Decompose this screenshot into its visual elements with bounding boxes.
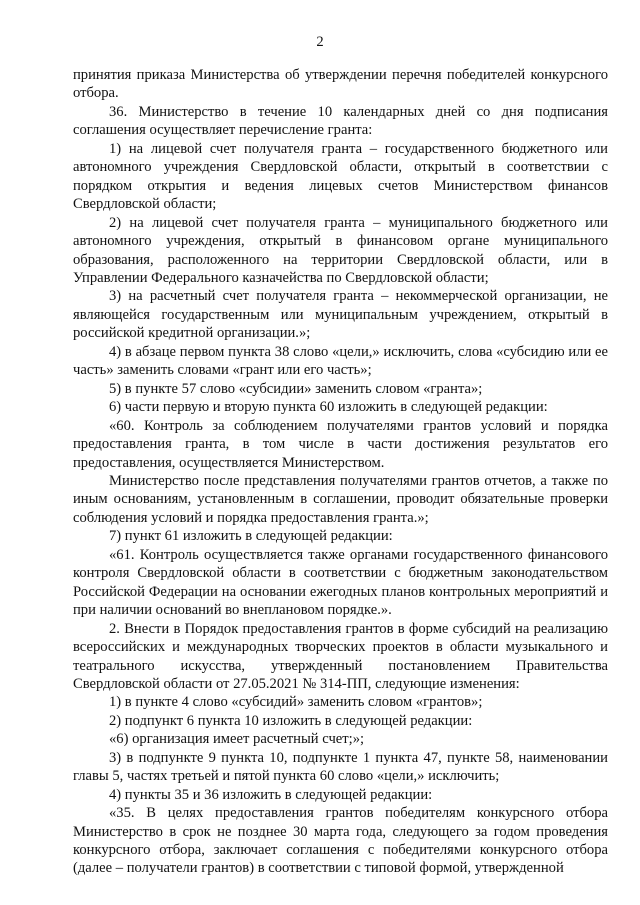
paragraph-change-2: 2) подпункт 6 пункта 10 изложить в следующей редакции: <box>109 712 473 729</box>
paragraph-section-2: 2. Внести в Порядок предоставления грантов в форме субсидий на реализацию всероссийских и международных творческих проектов в области музыкального и театрального искусства, утвержденный постановлением Правительства Свердловской области от 27.05.2021 № 314-ПП, следующие изменения: <box>73 620 608 692</box>
page-number: 2 <box>316 34 324 50</box>
paragraph-amendment-6: 6) части первую и вторую пункта 60 изложить в следующей редакции: <box>109 399 548 416</box>
paragraph-change-4: 4) пункты 35 и 36 изложить в следующей редакции: <box>109 786 433 803</box>
paragraph-subitem-2: 2) на лицевой счет получателя гранта – муниципального бюджетного или автономного учреждения, открытый в финансовом органе муниципального образования, расположенного на территории Свердловской области, или в Управлении Федерального казначейства по Свердловской области; <box>73 214 608 286</box>
paragraph-change-1: 1) в пункте 4 слово «субсидий» заменить словом «грантов»; <box>109 694 483 711</box>
paragraph-item-60-part-2: Министерство после представления получателями грантов отчетов, а также по иным основаниям, установленным в соглашении, проводит обязательные проверки соблюдения условий и порядка предоставления гранта.»; <box>73 472 608 526</box>
paragraph-amendment-5: 5) в пункте 57 слово «субсидии» заменить словом «гранта»; <box>109 380 483 397</box>
paragraph-change-3: 3) в подпункте 9 пункта 10, подпункте 1 пункта 47, пункте 58, наименовании главы 5, частях третьей и пятой пункта 60 слово «цели,» исключить; <box>73 749 608 785</box>
paragraph-subitem-1: 1) на лицевой счет получателя гранта – государственного бюджетного или автономного учреждения Свердловской области, открытый в соответствии с порядком открытия и ведения лицевых счетов Министерством финансов Свердловской области; <box>73 140 608 213</box>
paragraph-item-36: 36. Министерство в течение 10 календарных дней со дня подписания соглашения осуществляет перечисление гранта: <box>73 103 608 139</box>
paragraph-continuation: принятия приказа Министерства об утверждении перечня победителей конкурсного отбора. <box>73 67 608 102</box>
paragraph-item-60: «60. Контроль за соблюдением получателями грантов условий и порядка предоставления гранта, в том числе в части достижения результатов его предоставления, осуществляется Министерством. <box>73 417 608 471</box>
paragraph-subitem-3: 3) на расчетный счет получателя гранта – некоммерческой организации, не являющейся государственным или муниципальным учреждением, открытый в российской кредитной организации.»; <box>73 288 608 342</box>
paragraph-item-61: «61. Контроль осуществляется также органами государственного финансового контроля Свердловской области в соответствии с бюджетным законодательством Российской Федерации на основании ежегодных планов контрольных мероприятий и при наличии оснований во внеплановом порядке.». <box>73 546 608 619</box>
paragraph-amendment-4: 4) в абзаце первом пункта 38 слово «цели,» исключить, слова «субсидию или ее часть» заменить словами «грант или его часть»; <box>73 343 608 379</box>
paragraph-change-2-text: «6) организация имеет расчетный счет;»; <box>109 731 365 748</box>
document-body <box>73 66 608 878</box>
paragraph-item-35: «35. В целях предоставления грантов победителям конкурсного отбора Министерство в срок не позднее 30 марта года, следующего за годом проведения конкурсного отбора, заключает соглашения с победителями конкурсного отбора (далее – получатели грантов) в соответствии с типовой формой, утвержденной <box>73 805 608 877</box>
paragraph-amendment-7: 7) пункт 61 изложить в следующей редакции: <box>109 528 393 545</box>
